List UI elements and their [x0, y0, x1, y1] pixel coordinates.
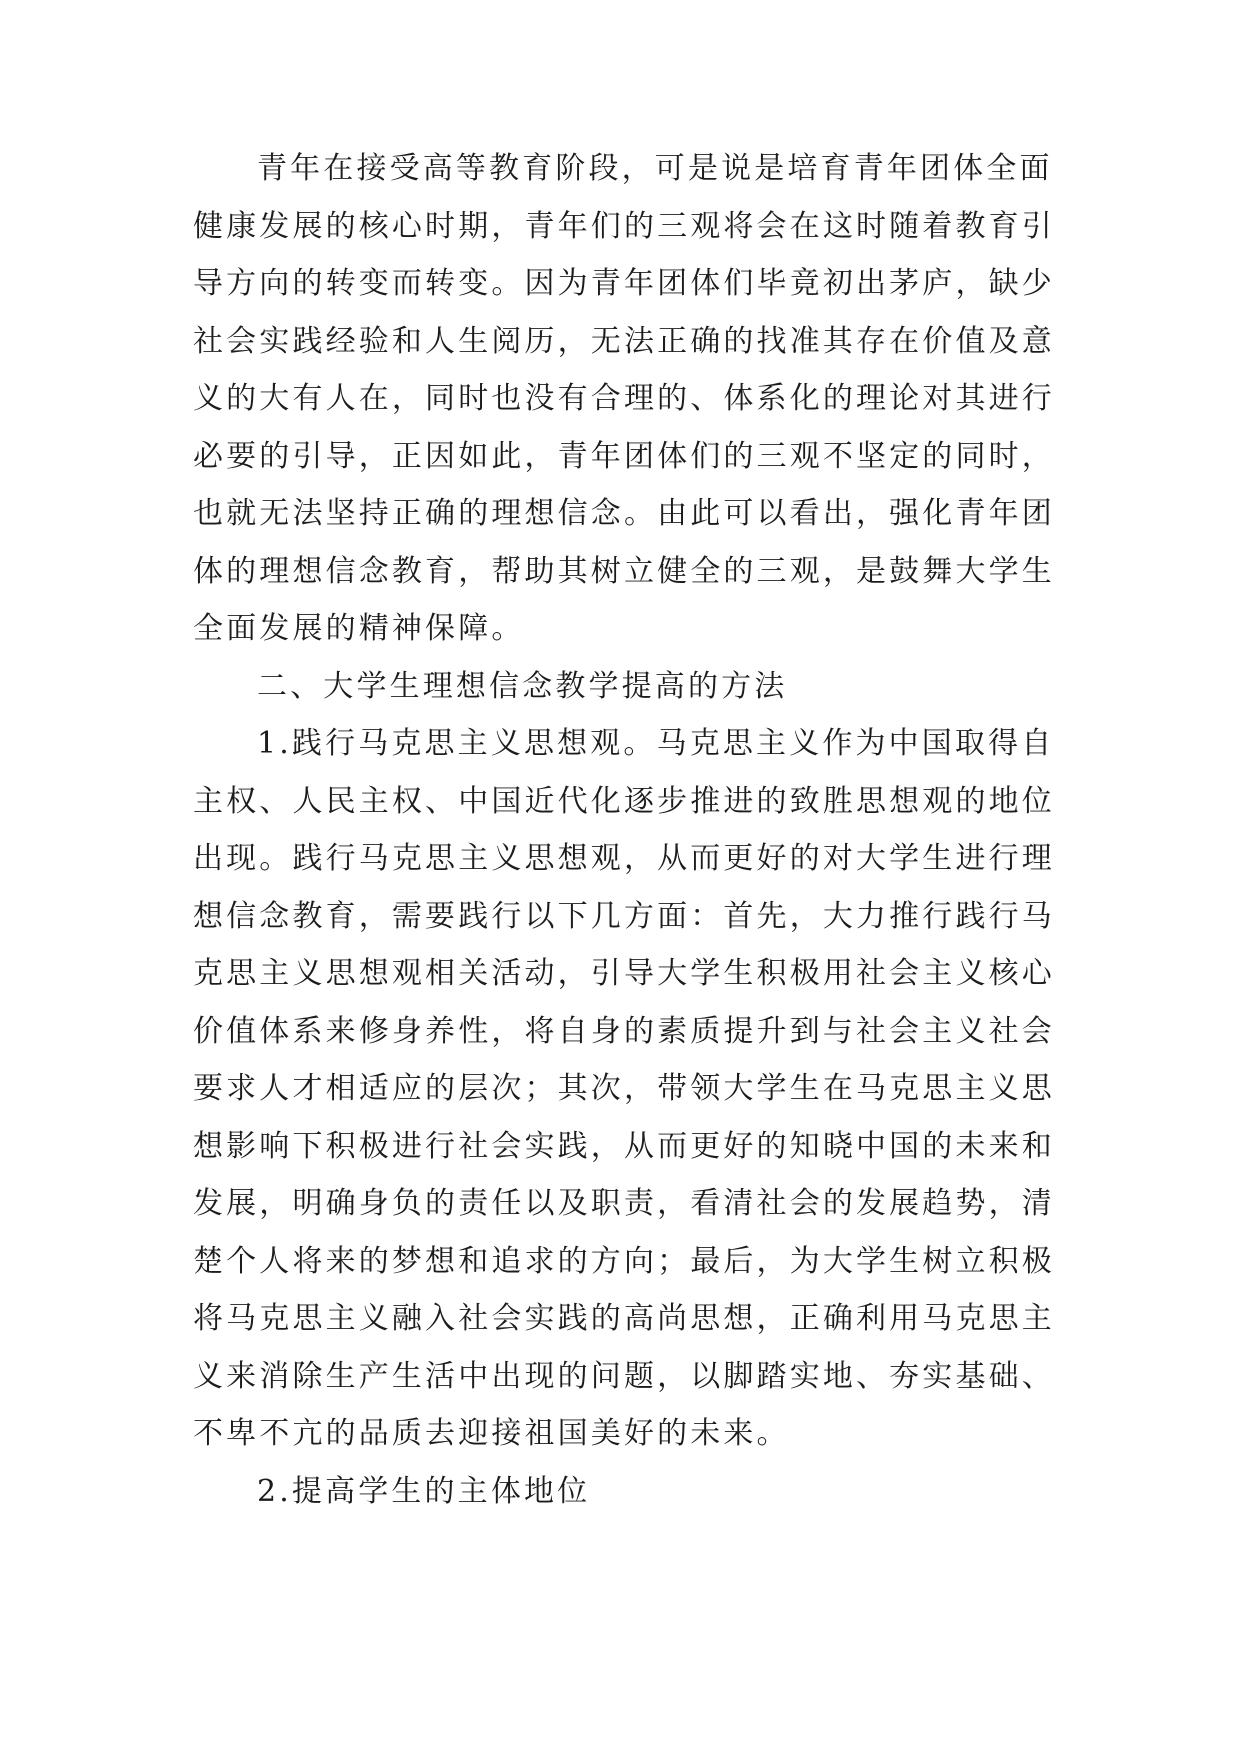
paragraph-2-line-13: 不卑不亢的品质去迎接祖国美好的未来。: [193, 1416, 790, 1451]
paragraph-2-line-5: 克思主义思想观相关活动，引导大学生积极用社会主义核心: [193, 956, 1055, 991]
paragraph-1-line-5: 义的大有人在，同时也没有合理的、体系化的理论对其进行: [193, 381, 1055, 416]
paragraph-2-line-4: 想信念教育，需要践行以下几方面：首先，大力推行践行马: [193, 899, 1055, 934]
paragraph-2-line-10: 楚个人将来的梦想和追求的方向；最后，为大学生树立积极: [193, 1244, 1055, 1279]
section-heading: 二、大学生理想信念教学提高的方法: [257, 669, 788, 704]
paragraph-2-line-1: 1.践行马克思主义思想观。马克思主义作为中国取得自: [257, 726, 1055, 761]
paragraph-2-line-6: 价值体系来修身养性，将自身的素质提升到与社会主义社会: [193, 1014, 1055, 1049]
paragraph-2-line-11: 将马克思主义融入社会实践的高尚思想，正确利用马克思主: [193, 1301, 1055, 1336]
paragraph-2-line-9: 发展，明确身负的责任以及职责，看清社会的发展趋势，清: [193, 1186, 1055, 1221]
paragraph-1-line-3: 导方向的转变而转变。因为青年团体们毕竟初出茅庐，缺少: [193, 266, 1055, 301]
paragraph-2-line-7: 要求人才相适应的层次；其次，带领大学生在马克思主义思: [193, 1071, 1055, 1106]
paragraph-1-line-6: 必要的引导，正因如此，青年团体们的三观不坚定的同时，: [193, 439, 1055, 474]
paragraph-1-line-1: 青年在接受高等教育阶段，可是说是培育青年团体全面: [257, 151, 1053, 186]
paragraph-2-line-2: 主权、人民主权、中国近代化逐步推进的致胜思想观的地位: [193, 784, 1055, 819]
paragraph-1-line-7: 也就无法坚持正确的理想信念。由此可以看出，强化青年团: [193, 496, 1055, 531]
paragraph-1-line-8: 体的理想信念教育，帮助其树立健全的三观，是鼓舞大学生: [193, 554, 1055, 589]
paragraph-1-line-2: 健康发展的核心时期，青年们的三观将会在这时随着教育引: [193, 209, 1055, 244]
paragraph-1-line-9: 全面发展的精神保障。: [193, 611, 525, 646]
paragraph-2-line-8: 想影响下积极进行社会实践，从而更好的知晓中国的未来和: [193, 1129, 1055, 1164]
paragraph-2-line-3: 出现。践行马克思主义思想观，从而更好的对大学生进行理: [193, 841, 1055, 876]
paragraph-2-line-12: 义来消除生产生活中出现的问题，以脚踏实地、夯实基础、: [193, 1359, 1055, 1394]
subsection-heading: 2.提高学生的主体地位: [257, 1474, 591, 1509]
paragraph-1-line-4: 社会实践经验和人生阅历，无法正确的找准其存在价值及意: [193, 324, 1055, 359]
